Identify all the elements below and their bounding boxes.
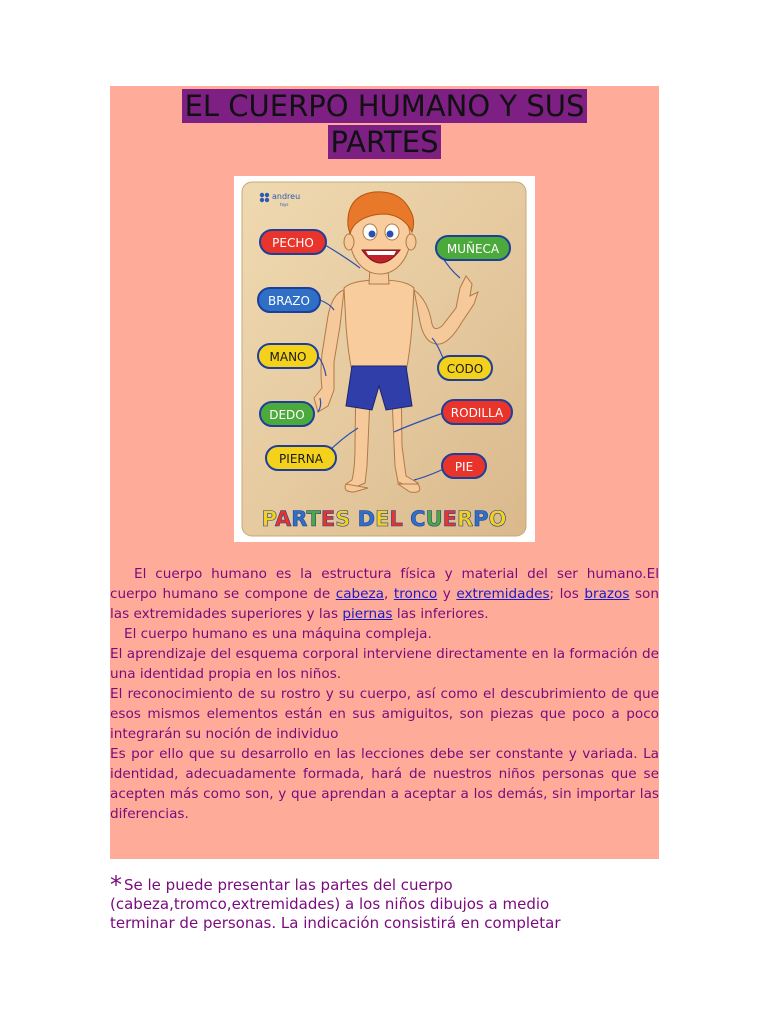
label-codo xyxy=(438,356,492,380)
label-pie xyxy=(442,454,486,478)
puzzle-bottom-title: PARTES DEL CUERPO xyxy=(261,507,507,531)
brand-sub: toys xyxy=(280,202,289,207)
paragraph-2: El cuerpo humano es una máquina compleja. xyxy=(124,626,432,642)
label-brazo xyxy=(258,288,320,312)
paragraph-1: El cuerpo humano es la estructura física y material del ser humano.El cuerpo humano se compone de cabeza, tronco y extremidades; los brazos son las extremidades superiores y las piernas las inferiores. xyxy=(110,566,659,622)
page-title xyxy=(110,88,659,160)
svg-text:PIERNA: PIERNA xyxy=(279,452,323,466)
main-text xyxy=(110,564,659,824)
link-brazos[interactable]: brazos xyxy=(584,586,630,602)
link-tronco[interactable]: tronco xyxy=(393,586,438,602)
link-cabeza[interactable]: cabeza xyxy=(335,586,385,602)
link-piernas[interactable]: piernas xyxy=(342,606,393,622)
label-muneca xyxy=(436,236,510,260)
svg-text:DEDO: DEDO xyxy=(269,408,305,422)
label-pecho xyxy=(260,230,326,254)
svg-text:PECHO: PECHO xyxy=(272,236,314,250)
paragraph-5: Es por ello que su desarrollo en las lecciones debe ser constante y variada. La identidad, adecuadamente formada, hará de nuestros niños personas que se acepten más como son, y que aprendan a aceptar a los demás, sin importar las diferencias. xyxy=(110,746,659,822)
paragraph-3: El aprendizaje del esquema corporal interviene directamente en la formación de una identidad propia en los niños. xyxy=(110,646,659,682)
svg-text:MUÑECA: MUÑECA xyxy=(446,242,500,256)
svg-text:PIE: PIE xyxy=(454,460,474,474)
label-pierna xyxy=(266,446,336,470)
title-line-2: PARTES xyxy=(328,125,442,159)
note-line-1: Se le puede presentar las partes del cuerpo xyxy=(124,876,453,894)
note-line-2: (cabeza,tromco,extremidades) a los niños dibujos a medio xyxy=(110,895,550,913)
label-mano xyxy=(258,344,318,368)
label-dedo xyxy=(260,402,314,426)
note-line-3: terminar de personas. La indicación consistirá en completar xyxy=(110,914,561,932)
title-line-1: EL CUERPO HUMANO Y SUS xyxy=(182,89,588,123)
brand-name: andreu xyxy=(272,192,301,201)
label-rodilla xyxy=(442,400,512,424)
svg-text:MANO: MANO xyxy=(269,350,307,364)
activity-note xyxy=(110,871,650,933)
link-extremidades[interactable]: extremidades xyxy=(456,586,550,602)
svg-text:RODILLA: RODILLA xyxy=(450,406,504,420)
paragraph-4: El reconocimiento de su rostro y su cuerpo, así como el descubrimiento de que esos mismos elementos están en sus amiguitos, son piezas que poco a poco integrarán su noción de individuo xyxy=(110,686,659,742)
svg-text:BRAZO: BRAZO xyxy=(268,294,310,308)
body-parts-puzzle-image xyxy=(234,176,535,542)
star-bullet: * xyxy=(110,871,122,899)
svg-text:CODO: CODO xyxy=(446,362,484,376)
